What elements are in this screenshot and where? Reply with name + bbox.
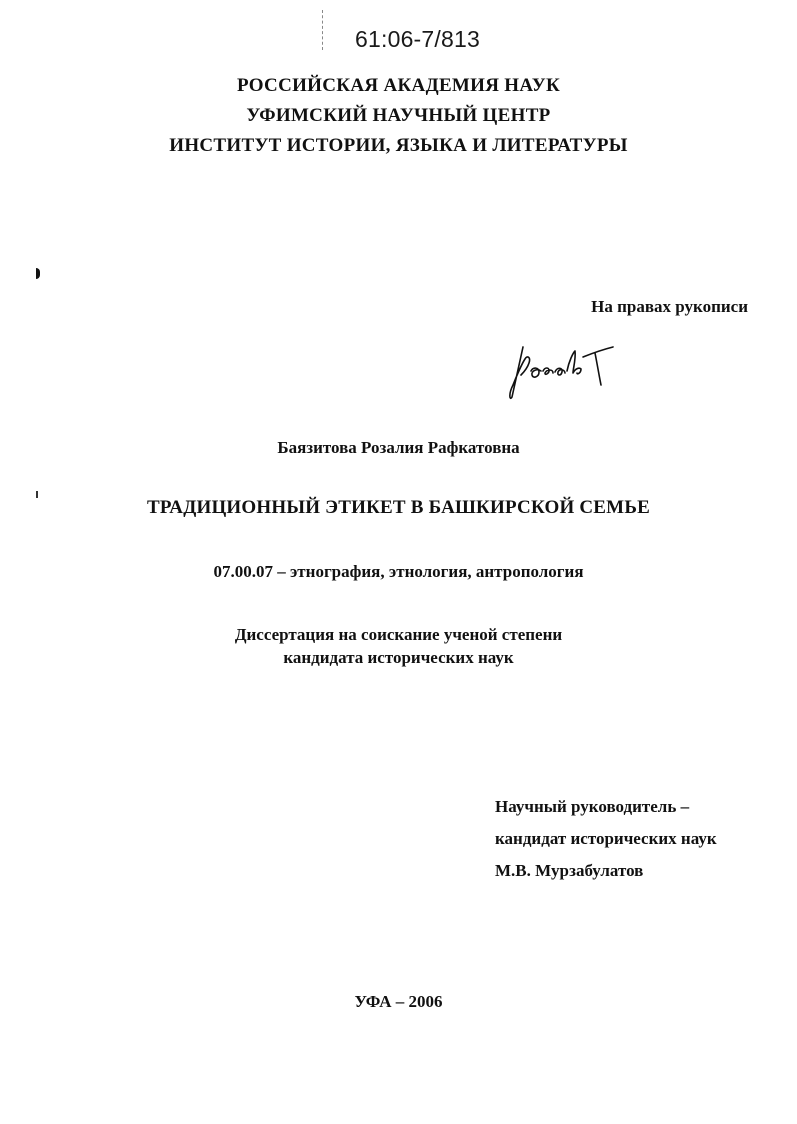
organization-line-3: ИНСТИТУТ ИСТОРИИ, ЯЗЫКА И ЛИТЕРАТУРЫ <box>169 135 628 156</box>
catalog-number: 61:06-7/813 <box>355 26 480 52</box>
organization-line-2: УФИМСКИЙ НАУЧНЫЙ ЦЕНТР <box>246 105 551 126</box>
manuscript-note: На правах рукописи <box>591 297 748 316</box>
degree-line-1: Диссертация на соискание ученой степени <box>234 625 563 644</box>
specialty-code: 07.00.07 – этнография, этнология, антропология <box>213 562 584 581</box>
scan-artifact-line <box>322 10 324 50</box>
signature-icon <box>505 335 625 405</box>
advisor-name: М.В. Мурзабулатов <box>495 861 644 880</box>
city-year: УФА – 2006 <box>354 992 443 1011</box>
dissertation-title: ТРАДИЦИОННЫЙ ЭТИКЕТ В БАШКИРСКОЙ СЕМЬЕ <box>147 497 650 518</box>
advisor-role: Научный руководитель – <box>495 797 690 816</box>
degree-line-2: кандидата исторических наук <box>283 648 514 667</box>
organization-line-1: РОССИЙСКАЯ АКАДЕМИЯ НАУК <box>236 75 561 96</box>
advisor-degree: кандидат исторических наук <box>495 829 717 848</box>
binding-hole-mark <box>36 268 40 279</box>
author-name: Баязитова Розалия Рафкатовна <box>277 438 520 457</box>
